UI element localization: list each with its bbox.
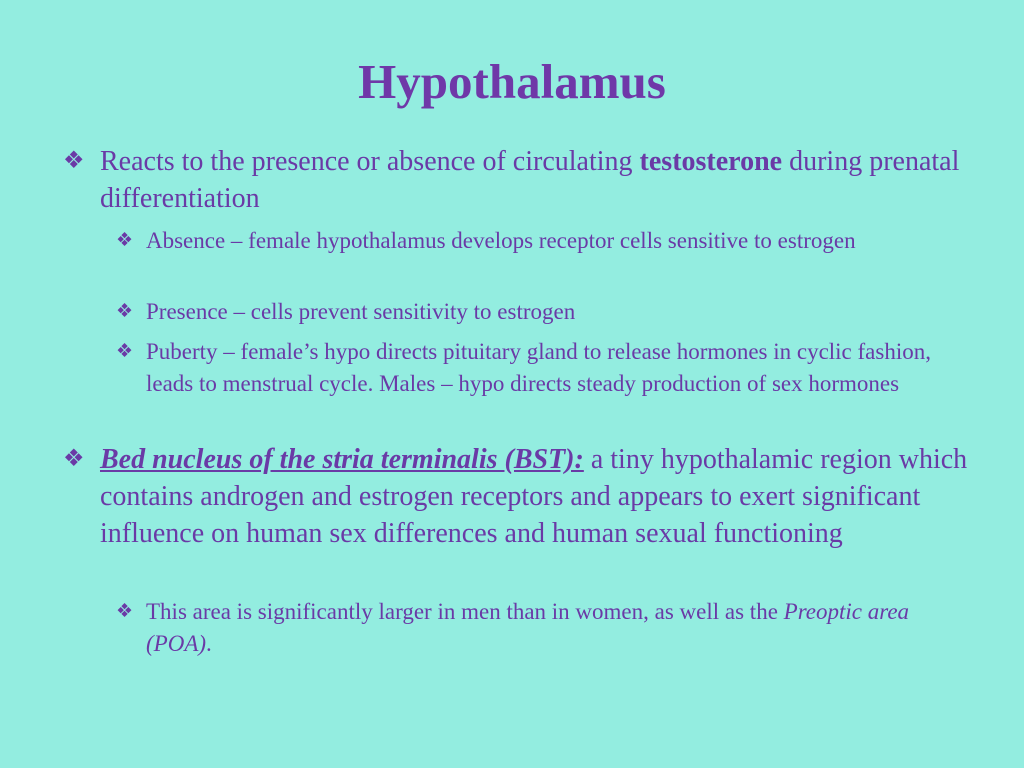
subbullet-text: Absence – female hypothalamus develops receptor cells sensitive to estrogen: [146, 228, 856, 253]
bullet-text-cont: during prenatal differentiation: [100, 146, 960, 214]
subbullet-larger-in-men: [116, 596, 976, 659]
bst-term: Bed nucleus of the stria terminalis (BST):: [100, 444, 584, 475]
diamond-bullet-icon: ❖: [63, 148, 85, 174]
subbullet-text: Puberty – female’s hypo directs pituitary gland to release hormones in cyclic fashion, leads to menstrual cycle. Males – hypo directs steady production of sex hormones: [146, 339, 931, 396]
bullet-text: Reacts to the presence or absence of circulating: [100, 146, 640, 177]
bullet-text: a tiny hypothalamic region which contains androgen and estrogen receptors and appears to exert significant influence on human sex differences and human sexual functioning: [100, 444, 968, 549]
subbullet-presence: [116, 296, 976, 328]
diamond-bullet-icon: ❖: [116, 230, 134, 251]
subbullet-absence: [116, 225, 976, 257]
subbullet-puberty: [116, 336, 976, 399]
testosterone-term: testosterone: [639, 146, 783, 177]
poa-term: Preoptic area (POA): [146, 599, 910, 656]
subbullet-text: This area is significantly larger in men than in women, as well as the: [146, 599, 784, 624]
subbullet-text-end: .: [206, 630, 212, 656]
diamond-bullet-icon: ❖: [116, 341, 134, 362]
diamond-bullet-icon: ❖: [116, 301, 134, 322]
subbullet-text: Presence – cells prevent sensitivity to estrogen: [146, 299, 576, 324]
bullet-testosterone: [63, 143, 980, 217]
diamond-bullet-icon: ❖: [63, 446, 85, 472]
bullet-bst: [63, 441, 980, 552]
slide-title: Hypothalamus: [358, 54, 666, 109]
diamond-bullet-icon: ❖: [116, 601, 134, 622]
